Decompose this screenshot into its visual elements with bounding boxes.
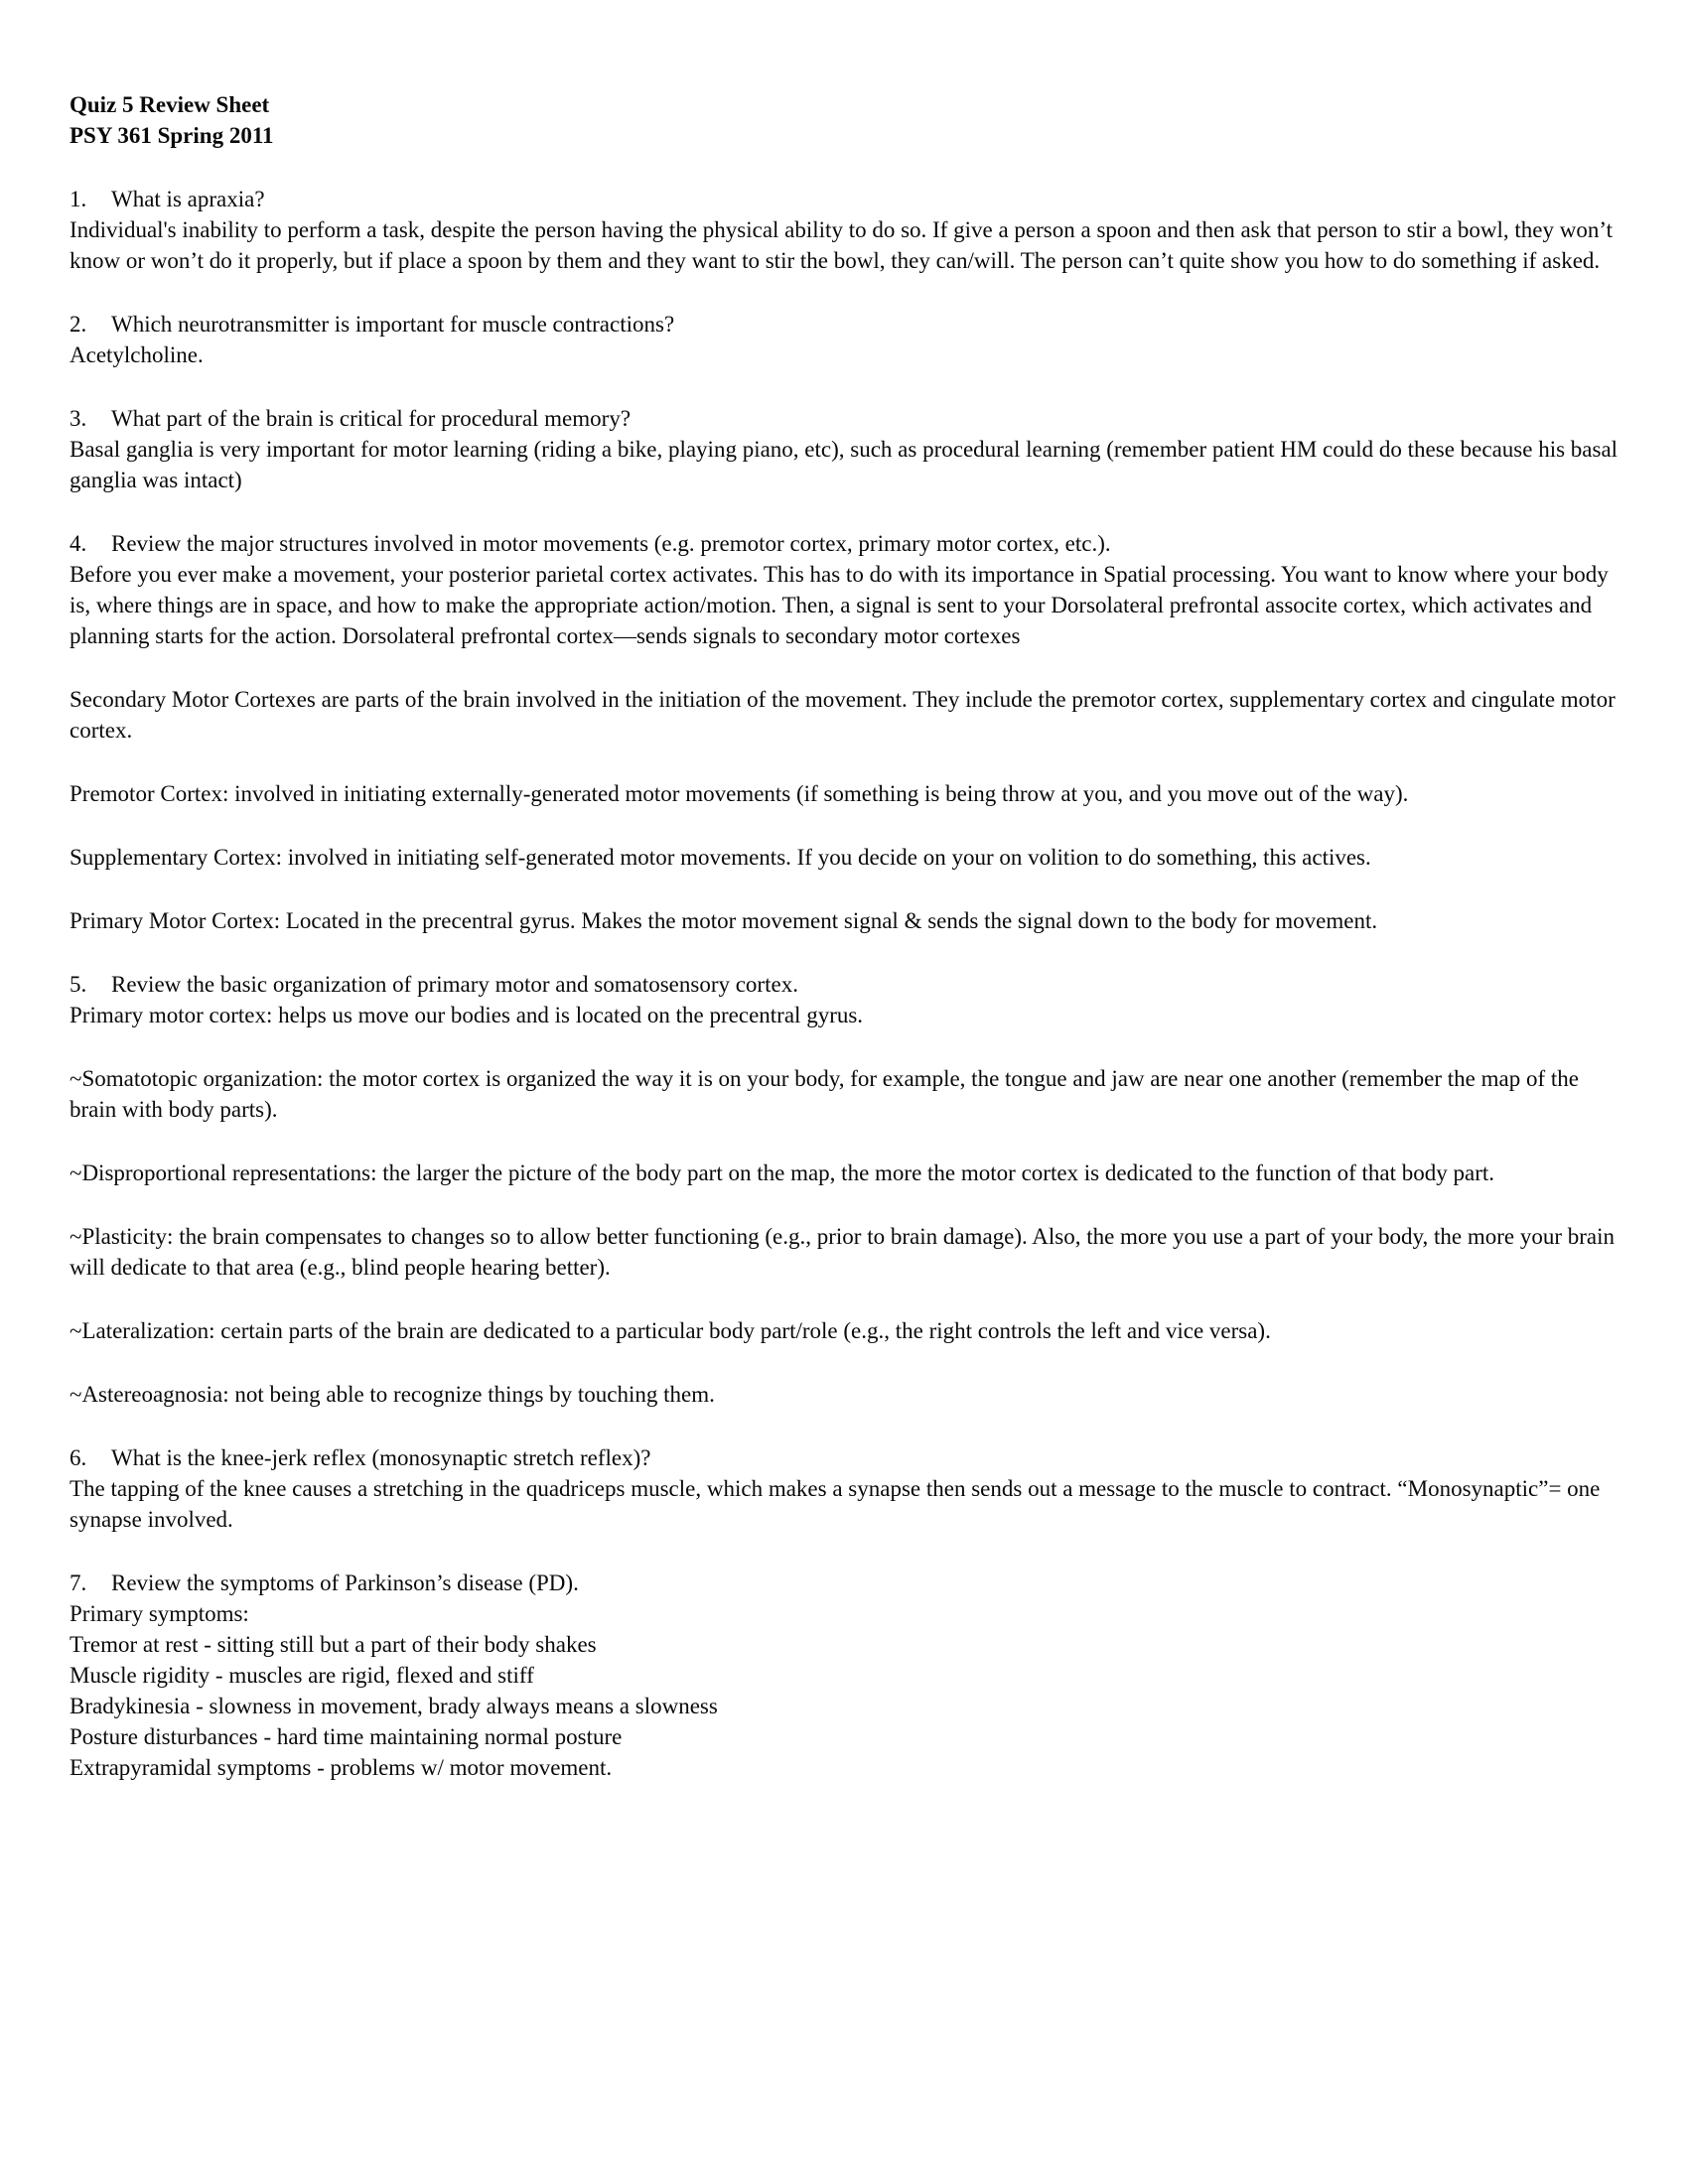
answer-line: Tremor at rest - sitting still but a part of their body shakes (70, 1632, 597, 1657)
answer-line: Posture disturbances - hard time maintaining normal posture (70, 1724, 623, 1749)
answer-line: Muscle rigidity - muscles are rigid, flexed and stiff (70, 1663, 534, 1688)
question-text: What part of the brain is critical for procedural memory? (111, 406, 632, 431)
question-text: What is the knee-jerk reflex (monosynaptic stretch reflex)? (111, 1445, 651, 1470)
question-number: 3. (70, 406, 87, 431)
answer-paragraph: Primary Motor Cortex: Located in the precentral gyrus. Makes the motor movement signal & sends the signal down to the body for movement. (70, 908, 1378, 933)
question-number: 2. (70, 312, 87, 337)
question-6 (70, 1442, 1624, 1535)
question-7 (70, 1568, 1624, 1783)
answer-paragraph: ~Lateralization: certain parts of the brain are dedicated to a particular body part/role (e.g., the right controls the left and vice versa). (70, 1318, 1271, 1343)
answer-paragraph: Premotor Cortex: involved in initiating externally-generated motor movements (if something is being throw at you, and you move out of the way). (70, 781, 1409, 806)
answer-paragraph: Secondary Motor Cortexes are parts of the brain involved in the initiation of the movement. They include the premotor cortex, supplementary cortex and cingulate motor cortex. (70, 687, 1616, 743)
question-line (70, 528, 1624, 559)
quiz-review-document (70, 89, 1624, 1783)
question-line (70, 1442, 1624, 1473)
question-text: What is apraxia? (111, 187, 265, 211)
question-text: Which neurotransmitter is important for muscle contractions? (111, 312, 675, 337)
question-line (70, 403, 1624, 434)
answer-paragraph: ~Somatotopic organization: the motor cortex is organized the way it is on your body, for example, the tongue and jaw are near one another (remember the map of the brain with body parts). (70, 1066, 1579, 1122)
document-header (70, 89, 1624, 151)
question-line (70, 969, 1624, 1000)
doc-title: Quiz 5 Review Sheet (70, 92, 270, 117)
answer-line: Extrapyramidal symptoms - problems w/ motor movement. (70, 1755, 613, 1780)
answer-paragraph: Basal ganglia is very important for motor learning (riding a bike, playing piano, etc), such as procedural learning (remember patient HM could do these because his basal ganglia was intact) (70, 437, 1618, 492)
question-1 (70, 184, 1624, 276)
answer-paragraph: The tapping of the knee causes a stretching in the quadriceps muscle, which makes a synapse then sends out a message to the muscle to contract. “Monosynaptic”= one synapse involved. (70, 1476, 1601, 1532)
question-number: 1. (70, 187, 87, 211)
question-number: 6. (70, 1445, 87, 1470)
answer-paragraph: Individual's inability to perform a task, despite the person having the physical ability to do so. If give a person a spoon and then ask that person to stir a bowl, they won’t know or won’t do it properly, but if place a spoon by them and they want to stir the bowl, they can/will. The person can’t quite show you how to do something if asked. (70, 217, 1613, 273)
answer-line: Primary symptoms: (70, 1601, 249, 1626)
answer-line: Bradykinesia - slowness in movement, brady always means a slowness (70, 1694, 718, 1718)
question-line (70, 184, 1624, 214)
question-text: Review the basic organization of primary motor and somatosensory cortex. (111, 972, 798, 997)
answer-paragraph: Acetylcholine. (70, 342, 204, 367)
question-2 (70, 309, 1624, 370)
answer-paragraph: ~Astereoagnosia: not being able to recognize things by touching them. (70, 1382, 715, 1407)
question-3 (70, 403, 1624, 495)
question-number: 7. (70, 1570, 87, 1595)
question-line (70, 1568, 1624, 1598)
doc-subtitle: PSY 361 Spring 2011 (70, 123, 274, 148)
answer-paragraph: ~Disproportional representations: the larger the picture of the body part on the map, the more the motor cortex is dedicated to the function of that body part. (70, 1160, 1495, 1185)
answer-paragraph: ~Plasticity: the brain compensates to changes so to allow better functioning (e.g., prior to brain damage). Also, the more you use a part of your body, the more your brain will dedicate to that area (e.g., blind people hearing better). (70, 1224, 1616, 1280)
question-text: Review the major structures involved in motor movements (e.g. premotor cortex, primary motor cortex, etc.). (111, 531, 1111, 556)
question-number: 5. (70, 972, 87, 997)
question-line (70, 309, 1624, 340)
question-5 (70, 969, 1624, 1410)
question-4 (70, 528, 1624, 936)
answer-paragraph: Primary motor cortex: helps us move our bodies and is located on the precentral gyrus. (70, 1003, 864, 1027)
question-number: 4. (70, 531, 87, 556)
answer-paragraph: Supplementary Cortex: involved in initiating self-generated motor movements. If you decide on your on volition to do something, this actives. (70, 845, 1371, 870)
question-text: Review the symptoms of Parkinson’s disease (PD). (111, 1570, 579, 1595)
answer-paragraph: Before you ever make a movement, your posterior parietal cortex activates. This has to do with its importance in Spatial processing. You want to know where your body is, where things are in space, and how to make the appropriate action/motion. Then, a signal is sent to your Dorsolateral prefrontal associte cortex, which activates and planning starts for the action. Dorsolateral prefrontal cortex—sends signals to secondary motor cortexes (70, 562, 1609, 648)
